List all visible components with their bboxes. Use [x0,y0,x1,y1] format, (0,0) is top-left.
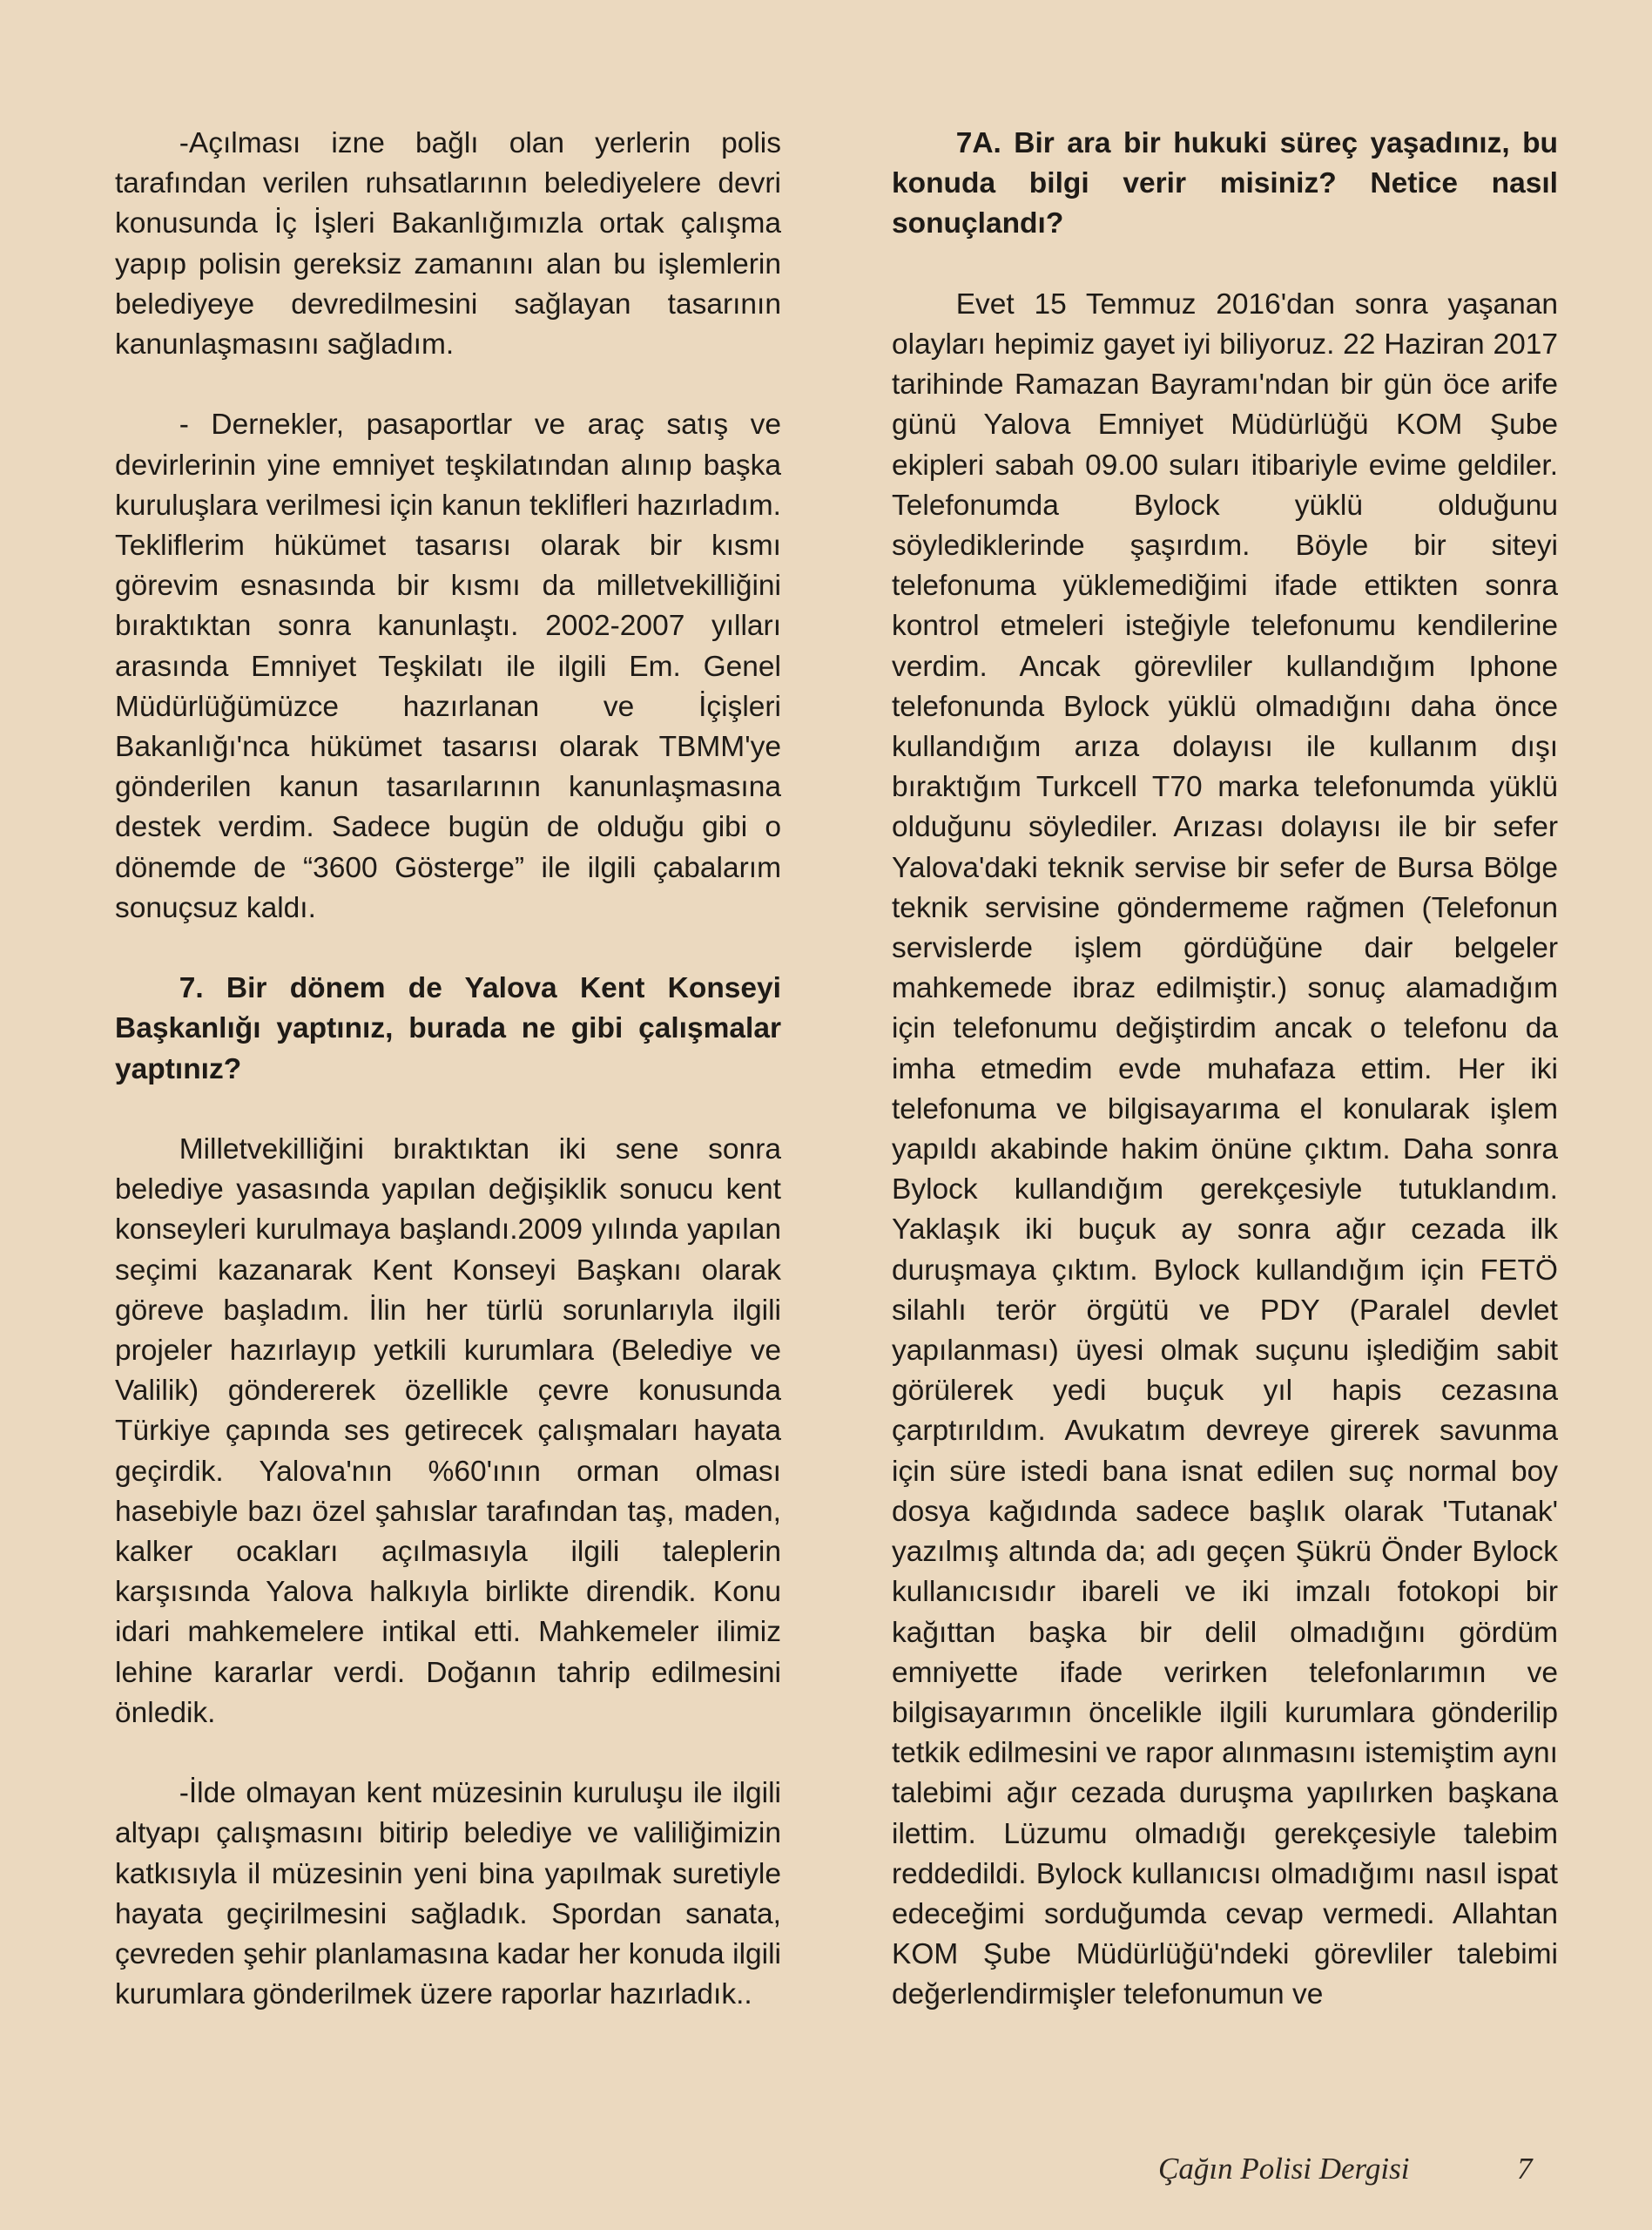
question-heading: 7A. Bir ara bir hukuki süreç yaşadınız, bu konuda bilgi verir misiniz? Netice nasıl sonuçlandı? [892,127,1558,240]
question-heading: 7. Bir dönem de Yalova Kent Konseyi Başkanlığı yaptınız, burada ne gibi çalışmalar yaptınız? [115,972,781,1085]
paragraph: Milletvekilliğini bıraktıktan iki sene sonra belediye yasasında yapılan değişiklik sonucu kent konseyleri kurulmaya başlandı.2009 yılında yapılan seçimi kazanarak Kent Konseyi Başkanı olarak göreve başladım. İlin her türlü sorunlarıyla ilgili projeler hazırlayıp yetkili kurumlara (Belediye ve Valilik) göndererek özellikle çevre konusunda Türkiye çapında ses getirecek çalışmaları hayata geçirdik. Yalova'nın %60'ının orman olması hasebiyle bazı özel şahıslar tarafından taş, maden, kalker ocakları açılmasıyla ilgili taleplerin karşısında Yalova halkıyla birlikte direndik. Konu idari mahkemelere intikal etti. Mahkemeler ilimiz lehine kararlar verdi. Doğanın tahrip edilmesini önledik. [115,1133,781,1729]
page-number: 7 [1517,2152,1533,2186]
paragraph: -Açılması izne bağlı olan yerlerin polis tarafından verilen ruhsatlarının belediyelere devri konusunda İç İşleri Bakanlığımızla ortak çalışma yapıp polisin gereksiz zamanını alan bu işlemlerin belediyeye devredilmesini sağlayan tasarının kanunlaşmasını sağladım. [115,127,781,362]
right-column [892,124,1558,2016]
left-column [115,124,781,2015]
paragraph: - Dernekler, pasaportlar ve araç satış ve devirlerinin yine emniyet teşkilatından alınıp başka kuruluşlara verilmesi için kanun teklifleri hazırladım. Tekliflerim hükümet tasarısı olarak bir kısmı görevim esnasında bir kısmı da milletvekilliğini bıraktıktan sonra kanunlaştı. 2002-2007 yılları arasında Emniyet Teşkilatı ile ilgili Em. Genel Müdürlüğümüzce hazırlanan ve İçişleri Bakanlığı'nca hükümet tasarısı olarak TBMM'ye gönderilen kanun tasarılarının kanunlaşmasına destek verdim. Sadece bugün de olduğu gibi o dönemde de “3600 Gösterge” ile ilgili çabalarım sonuçsuz kaldı. [115,409,781,924]
paragraph: -İlde olmayan kent müzesinin kuruluşu ile ilgili altyapı çalışmasını bitirip belediye ve valiliğimizin katkısıyla il müzesinin yeni bina yapılmak suretiyle hayata geçirilmesini sağladık. Spordan sanata, çevreden şehir planlamasına kadar her konuda ilgili kurumlara gönderilmek üzere raporlar hazırladık.. [115,1777,781,2011]
paragraph: Evet 15 Temmuz 2016'dan sonra yaşanan olayları hepimiz gayet iyi biliyoruz. 22 Haziran 2017 tarihinde Ramazan Bayramı'ndan bir gün öce arife günü Yalova Emniyet Müdürlüğü KOM Şube ekipleri sabah 09.00 suları itibariyle evime geldiler. Telefonumda Bylock yüklü olduğunu söylediklerinde şaşırdım. Böyle bir siteyi telefonuma yüklemediğimi ifade ettikten sonra kontrol etmeleri isteğiyle telefonumu kendilerine verdim. Ancak görevliler kullandığım Iphone telefonunda Bylock yüklü olmadığını daha önce kullandığım arıza dolayısı ile kullanım dışı bıraktığım Turkcell T70 marka telefonumda yüklü olduğunu söylediler. Arızası dolayısı ile bir sefer Yalova'daki teknik servise bir sefer de Bursa Bölge teknik servisine göndermeme rağmen (Telefonun servislerde işlem gördüğüne dair belgeler mahkemede ibraz edilmiştir.) sonuç alamadığım için telefonumu değiştirdim ancak o telefonu da imha etmedim evde muhafaza ettim. Her iki telefonuma ve bilgisayarıma el konularak işlem yapıldı akabinde hakim önüne çıktım. Daha sonra Bylock kullandığım gerekçesiyle tutuklandım. Yaklaşık iki buçuk ay sonra ağır cezada ilk duruşmaya çıktım. Bylock kullandığım için FETÖ silahlı terör örgütü ve PDY (Paralel devlet yapılanması) üyesi olmak suçunu işlediğim sabit görülerek yedi buçuk yıl hapis cezasına çarptırıldım. Avukatım devreye girerek savunma için süre istedi bana isnat edilen suç normal boy dosya kağıdında sadece başlık olarak 'Tutanak' yazılmış altında da; adı geçen Şükrü Önder Bylock kullanıcısıdır ibareli ve iki imzalı fotokopi bir kağıttan başka bir delil olmadığını gördüm emniyette ifade verirken telefonlarımın ve bilgisayarımın öncelikle ilgili kurumlara gönderilip tetkik edilmesini ve rapor alınmasını istemiştim aynı talebimi ağır cezada duruşma yapılırken başkana ilettim. Lüzumu olmadığı gerekçesiyle talebim reddedildi. Bylock kullanıcısı olmadığımı nasıl ispat edeceğimi sorduğumda cevap vermedi. Allahtan KOM Şube Müdürlüğü'ndeki görevliler talebimi değerlendirmişler telefonumun ve [892,287,1558,2011]
magazine-title: Çağın Polisi Dergisi [1158,2152,1410,2186]
